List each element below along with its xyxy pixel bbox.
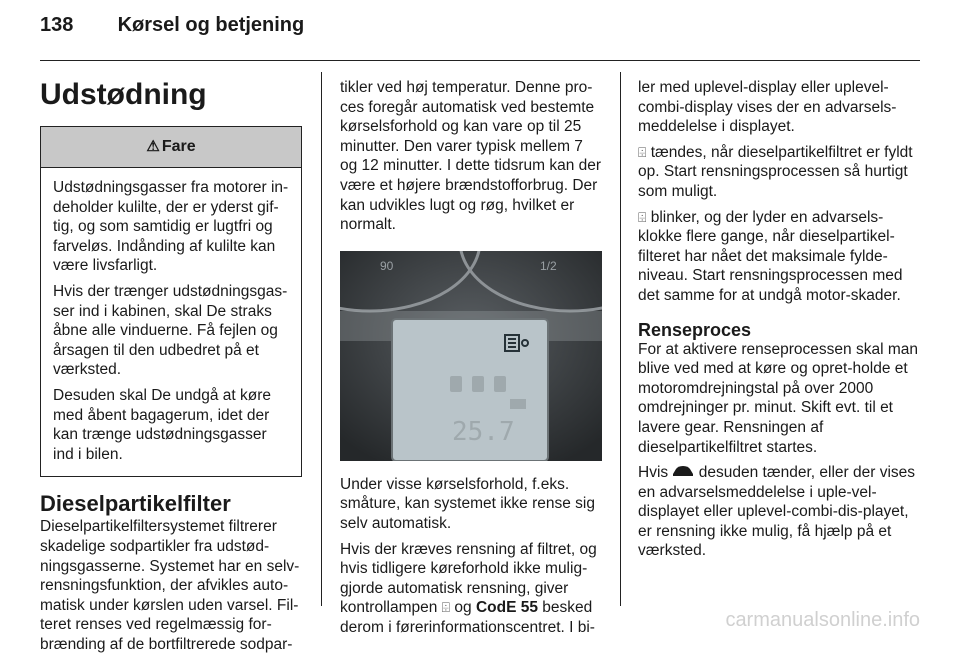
warning-paragraph: Udstødningsgasser fra motorer in-deholder kulilte, der er yderst gif-tig, og som samtidig er lugtfri og farveløs. Indånding af kulilte kan være livsfarligt. (53, 179, 289, 275)
body-paragraph: Under visse kørselsforhold, f.eks. småture, kan systemet ikke rense sig selv automatisk. (340, 475, 595, 532)
warning-paragraph: Desuden skal De undgå at køre med åbent bagagerum, idet der kan trænge udstødningsgasser ind i bilen. (53, 386, 271, 463)
body-paragraph (638, 463, 920, 561)
gauge-right-label: 1/2 (540, 258, 557, 273)
column-divider (620, 72, 621, 606)
body-paragraph (340, 540, 602, 638)
text-span: besked derom i førerinformationscentret. I bi- (340, 599, 595, 636)
column-2 (340, 78, 602, 644)
page-header (40, 14, 304, 37)
dpf-lamp-icon: ⌹ (441, 599, 451, 616)
column-3 (638, 78, 920, 567)
column-divider (321, 72, 322, 606)
text-span: blinker, og der lyder en advarsels-klokke flere gange, når dieselpartikel-filteret har nået det maksimale fylde-niveau. Start rensningsprocessen med det samme for at undgå motor-skader. (638, 208, 903, 304)
gauge-left-label: 90 (380, 258, 394, 273)
text-span: og (450, 599, 476, 617)
dpf-lamp-icon: ⌹ (638, 208, 647, 225)
warning-triangle-icon: ⚠ (146, 138, 160, 155)
text-span: Hvis (638, 464, 673, 482)
body-paragraph: tikler ved høj temperatur. Denne pro-ces foregår automatisk ved bestemte kørselsforhold og kan vare op til 25 minutter. Den varer typisk mellem 7 og 12 minutter. I dette tidsrum kan der være et højere brændstofforbrug. Der kan udvikles lugt og røg, hvilket er normalt. (340, 79, 602, 234)
body-paragraph (638, 143, 920, 202)
warning-paragraph: Hvis der trænger udstødningsgas-ser ind i kabinen, skal De straks åbne alle vinduerne. Få fejlen og årsagen til den udbedret på et værksted. (53, 282, 288, 379)
section-title: Kørsel og betjening (117, 14, 305, 36)
body-paragraph: Dieselpartikelfiltersystemet filtrerer skadelige sodpartikler fra udstød-ningsgasserne. Systemet har en selv-rensningsfunktion, der afvikles auto-matisk under kørslen uden varsel. Fil-teret renses ved regelmæssig for-brænding af de bortfiltrerede sodpar- (40, 518, 300, 653)
error-code: CodE 55 (475, 599, 538, 617)
column-1 (40, 78, 302, 660)
header-rule (40, 60, 920, 61)
body-paragraph: ler med uplevel-display eller uplevel-combi-display vises der en advarsels-meddelelse i displayet. (638, 79, 897, 136)
text-span: tændes, når dieselpartikelfiltret er fyldt op. Start rensningsprocessen så hurtigt som muligt. (638, 143, 913, 200)
warning-header (41, 127, 301, 168)
page-title: Udstødning (40, 78, 207, 111)
display-value: 25.7 (452, 416, 515, 447)
subsection-heading: Renseproces (638, 319, 752, 340)
warning-box (40, 126, 302, 477)
watermark: carmanualsonline.info (725, 609, 920, 631)
warning-label: Fare (161, 138, 196, 155)
section-heading: Dieselpartikelfilter (40, 491, 231, 517)
body-paragraph: For at aktivere renseprocessen skal man blive ved med at køre og opret-holde et motoromdrejningstal på over 2000 omdrejninger pr. minut. Skift evt. til et lavere gear. Rensningen af dieselpartikelfiltret startes. (638, 340, 918, 456)
dpf-lamp-icon: ⌹ (638, 143, 647, 160)
body-paragraph (638, 208, 920, 306)
text-span: desuden tænder, eller der vises en advarselsmeddelelse i uple-vel-displayet eller uplevel-combi-dis-playet, er rensning ikke mulig, få hjælp på et værksted. (638, 464, 916, 560)
instrument-cluster-photo (340, 251, 602, 461)
page-number: 138 (40, 14, 74, 36)
text-span: Hvis der kræves rensning af filtret, og hvis tidligere køreforhold ikke mulig-gjorde automatisk rensning, giver kontrollampen (340, 540, 597, 617)
car-service-icon (672, 464, 694, 481)
